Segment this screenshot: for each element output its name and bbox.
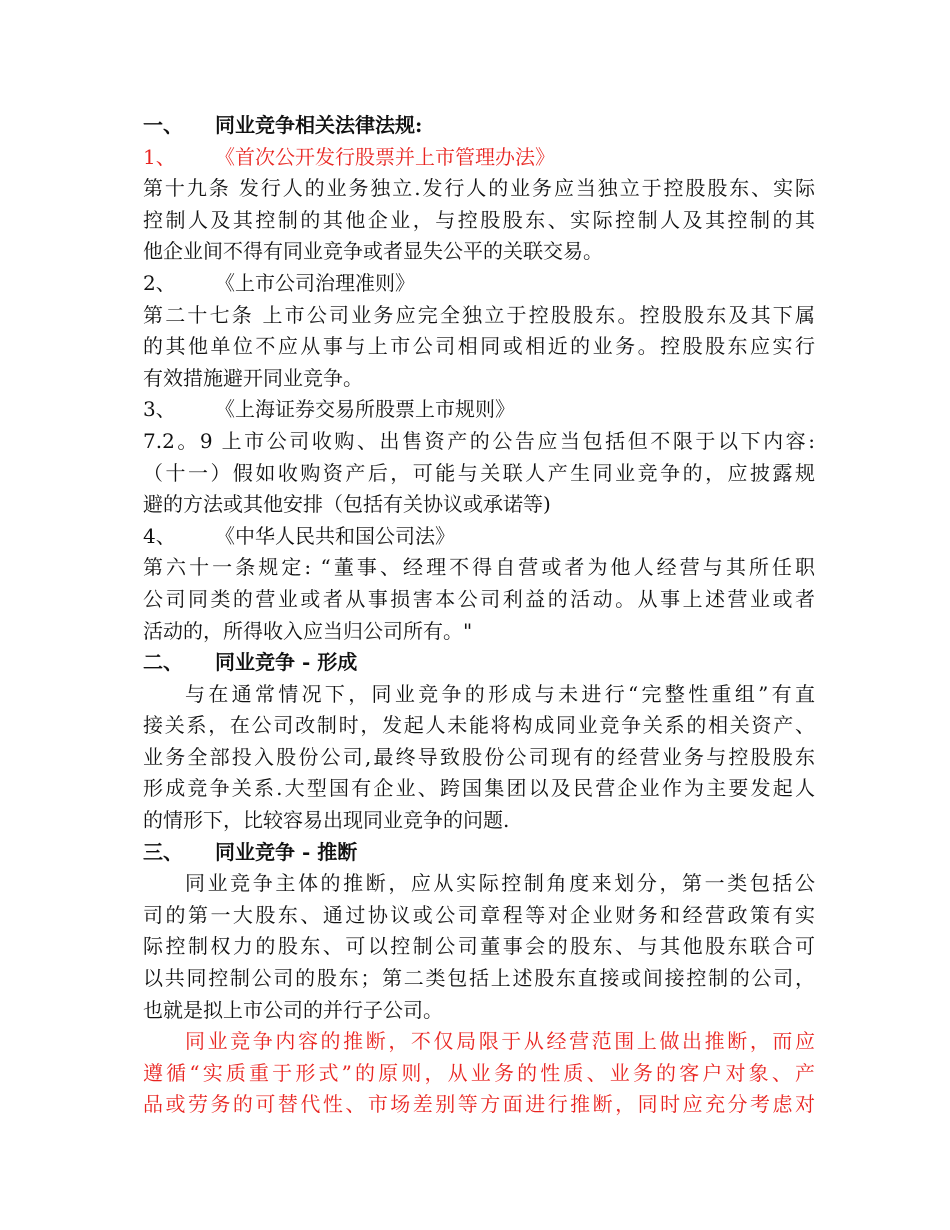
line-text: 同业竞争内容的推断，不仅局限于从经营范围上做出推断，而应	[185, 1029, 815, 1054]
document-line	[143, 616, 815, 648]
line-text: 《中华人民共和国公司法》	[215, 523, 455, 548]
line-text: 避的方法或其他安排（包括有关协议或承诺等)	[143, 492, 551, 517]
document-line	[143, 1058, 815, 1090]
line-text: 《上海证券交易所股票上市规则》	[215, 397, 515, 422]
document-line	[143, 236, 815, 268]
document-page	[143, 110, 815, 1121]
document-line	[143, 458, 815, 490]
line-text: 7.2。9 上市公司收购、出售资产的公告应当包括但不限于以下内容:	[143, 428, 815, 453]
line-text: 他企业间不得有同业竞争或者显失公平的关联交易。	[143, 239, 603, 264]
document-line	[143, 268, 815, 300]
line-text: 第二十七条 上市公司业务应完全独立于控股股东。控股股东及其下属	[143, 302, 815, 327]
section-number: 二、	[143, 650, 183, 675]
document-line	[143, 995, 815, 1027]
line-text: 际控制权力的股东、可以控制公司董事会的股东、与其他股东联合可	[143, 934, 815, 959]
line-text: 第十九条 发行人的业务独立.发行人的业务应当独立于控股股东、实际	[143, 176, 815, 201]
line-text: 接关系，在公司改制时，发起人未能将构成同业竞争关系的相关资产、	[143, 713, 815, 738]
section-heading: 同业竞争 - 形成	[215, 650, 358, 675]
line-text: 同业竞争主体的推断，应从实际控制角度来划分，第一类包括公	[185, 871, 815, 896]
document-line	[143, 1026, 815, 1058]
document-line	[143, 710, 815, 742]
document-line	[143, 679, 815, 711]
line-text: 业务全部投入股份公司,最终导致股份公司现有的经营业务与控股股东	[143, 744, 815, 769]
section-number: 4、	[143, 523, 176, 548]
section-number: 三、	[143, 839, 183, 864]
line-text: 的其他单位不应从事与上市公司相同或相近的业务。控股股东应实行	[143, 334, 815, 359]
line-text: 控制人及其控制的其他企业，与控股股东、实际控制人及其控制的其	[143, 207, 815, 232]
line-text: 活动的，所得收入应当归公司所有。"	[143, 618, 473, 643]
line-text: 《上市公司治理准则》	[215, 270, 415, 295]
line-text: 形成竞争关系.大型国有企业、跨国集团以及民营企业作为主要发起人	[143, 776, 815, 801]
line-text: 的情形下，比较容易出现同业竞争的问题.	[143, 808, 510, 833]
document-line	[143, 773, 815, 805]
section-heading: 同业竞争 - 推断	[215, 839, 358, 864]
document-line	[143, 363, 815, 395]
line-text: （十一）假如收购资产后，可能与关联人产生同业竞争的，应披露规	[143, 460, 815, 485]
document-line	[143, 489, 815, 521]
document-line	[143, 584, 815, 616]
document-line	[143, 300, 815, 332]
document-line	[143, 394, 815, 426]
line-text: 第六十一条规定: “董事、经理不得自营或者为他人经营与其所任职	[143, 555, 815, 580]
document-line	[143, 963, 815, 995]
document-line	[143, 173, 815, 205]
document-line	[143, 205, 815, 237]
document-line	[143, 900, 815, 932]
line-text: 与在通常情况下，同业竞争的形成与未进行“完整性重组”有直	[185, 681, 815, 706]
line-text: 司的第一大股东、通过协议或公司章程等对企业财务和经营政策有实	[143, 902, 815, 927]
document-line	[143, 742, 815, 774]
section-number: 3、	[143, 397, 176, 422]
document-line	[143, 1089, 815, 1121]
document-body	[143, 110, 815, 1121]
document-line	[143, 552, 815, 584]
line-text: 《首次公开发行股票并上市管理办法》	[215, 144, 555, 169]
line-text: 也就是拟上市公司的并行子公司。	[143, 997, 443, 1022]
document-line	[143, 647, 815, 679]
line-text: 以共同控制公司的股东；第二类包括上述股东直接或间接控制的公司，	[143, 966, 815, 991]
document-line	[143, 142, 815, 174]
document-line	[143, 805, 815, 837]
line-text: 有效措施避开同业竞争。	[143, 365, 363, 390]
document-line	[143, 868, 815, 900]
line-text: 品或劳务的可替代性、市场差别等方面进行推断，同时应充分考虑对	[143, 1092, 815, 1117]
document-line	[143, 331, 815, 363]
document-line	[143, 837, 815, 869]
line-text: 遵循“实质重于形式”的原则，从业务的性质、业务的客户对象、产	[143, 1060, 815, 1085]
section-number: 2、	[143, 270, 176, 295]
section-number: 1、	[143, 144, 176, 169]
line-text: 公司同类的营业或者从事损害本公司利益的活动。从事上述营业或者	[143, 586, 815, 611]
section-number: 一、	[143, 113, 183, 137]
document-line	[143, 931, 815, 963]
section-heading: 同业竞争相关法律法规:	[215, 113, 423, 137]
document-line	[143, 521, 815, 553]
document-line	[143, 426, 815, 458]
document-line	[143, 110, 815, 142]
